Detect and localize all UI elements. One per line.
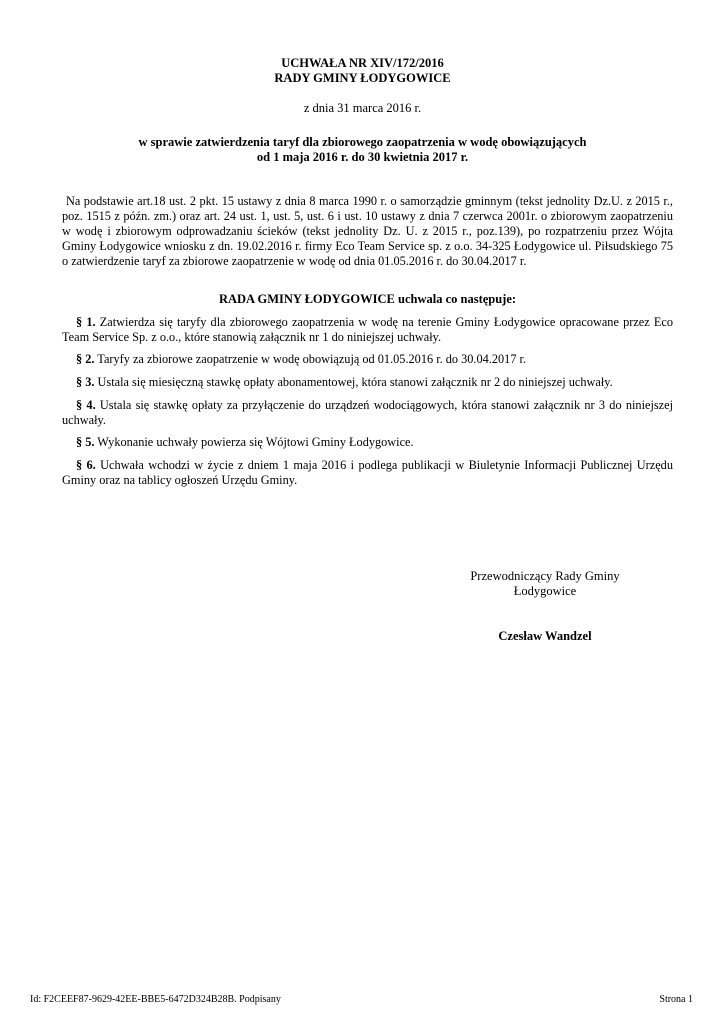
paragraph-text: Zatwierdza się taryfy dla zbiorowego zaopatrzenia w wodę na terenie Gminy Łodygowice opracowane przez Eco Team Service Sp. z o.o., które stanowią załącznik nr 1 do niniejszej uchwały. <box>62 315 673 344</box>
signature-name: Czesław Wandzel <box>498 629 592 643</box>
paragraph-3 <box>62 375 673 390</box>
subject-line-1: w sprawie zatwierdzenia taryf dla zbiorowego zaopatrzenia w wodę obowiązujących <box>138 135 587 149</box>
paragraph-mark: § 5. <box>76 435 95 449</box>
paragraph-text: Wykonanie uchwały powierza się Wójtowi Gminy Łodygowice. <box>94 435 414 449</box>
paragraph-text: Taryfy za zbiorowe zaopatrzenie w wodę obowiązują od 01.05.2016 r. do 30.04.2017 r. <box>94 352 527 366</box>
signature-role: Przewodniczący Rady Gminy <box>470 569 620 583</box>
paragraph-4 <box>62 398 673 428</box>
paragraph-6 <box>62 458 673 488</box>
paragraph-mark: § 4. <box>76 398 96 412</box>
resolution-date: z dnia 31 marca 2016 r. <box>303 101 422 115</box>
resolution-heading: RADA GMINY ŁODYGOWICE uchwala co następuje: <box>218 292 517 306</box>
paragraph-2 <box>62 352 673 367</box>
preamble: Na podstawie art.18 ust. 2 pkt. 15 ustawy z dnia 8 marca 1990 r. o samorządzie gminnym (tekst jednolity Dz.U. z 2015 r., poz. 1515 z późn. zm.) oraz art. 24 ust. 1, ust. 5, ust. 6 i ust. 10 ustawy z dnia 7 czerwca 2001r. o zbiorowym zaopatrzeniu w wodę i zbiorowym odprowadzaniu ścieków (tekst jednolity Dz. U. z 2015 r., poz.139), po rozpatrzeniu przez Wójta Gminy Łodygowice wniosku z dn. 19.02.2016 r. firmy Eco Team Service sp. z o.o. 34-325 Łodygowice ul. Piłsudskiego 75 o zatwierdzenie taryf za zbiorowe zaopatrzenie w wodę od dnia 01.05.2016 r. do 30.04.2017 r. <box>62 194 673 268</box>
page-number: Strona 1 <box>659 994 693 1005</box>
document-id: Id: F2CEEF87-9629-42EE-BBE5-6472D324B28B. Podpisany <box>30 994 281 1005</box>
subject-line-2: od 1 maja 2016 r. do 30 kwietnia 2017 r. <box>256 150 469 164</box>
resolution-title: UCHWAŁA NR XIV/172/2016 <box>281 56 444 70</box>
paragraph-mark: § 6. <box>76 458 96 472</box>
council-name: RADY GMINY ŁODYGOWICE <box>274 71 451 85</box>
paragraph-text: Uchwała wchodzi w życie z dniem 1 maja 2016 i podlega publikacji w Biuletynie Informacji Publicznej Urzędu Gminy oraz na tablicy ogłoszeń Urzędu Gminy. <box>62 458 673 487</box>
paragraph-5 <box>62 435 673 450</box>
paragraph-mark: § 3. <box>76 375 95 389</box>
paragraph-1 <box>62 315 673 345</box>
paragraph-mark: § 1. <box>76 315 96 329</box>
paragraph-text: Ustala się miesięczną stawkę opłaty abonamentowej, która stanowi załącznik nr 2 do niniejszej uchwały. <box>94 375 613 389</box>
paragraph-mark: § 2. <box>76 352 95 366</box>
signature-municipality: Łodygowice <box>513 584 577 598</box>
paragraph-text: Ustala się stawkę opłaty za przyłączenie do urządzeń wodociągowych, która stanowi załącznik nr 3 do niniejszej uchwały. <box>62 398 673 427</box>
